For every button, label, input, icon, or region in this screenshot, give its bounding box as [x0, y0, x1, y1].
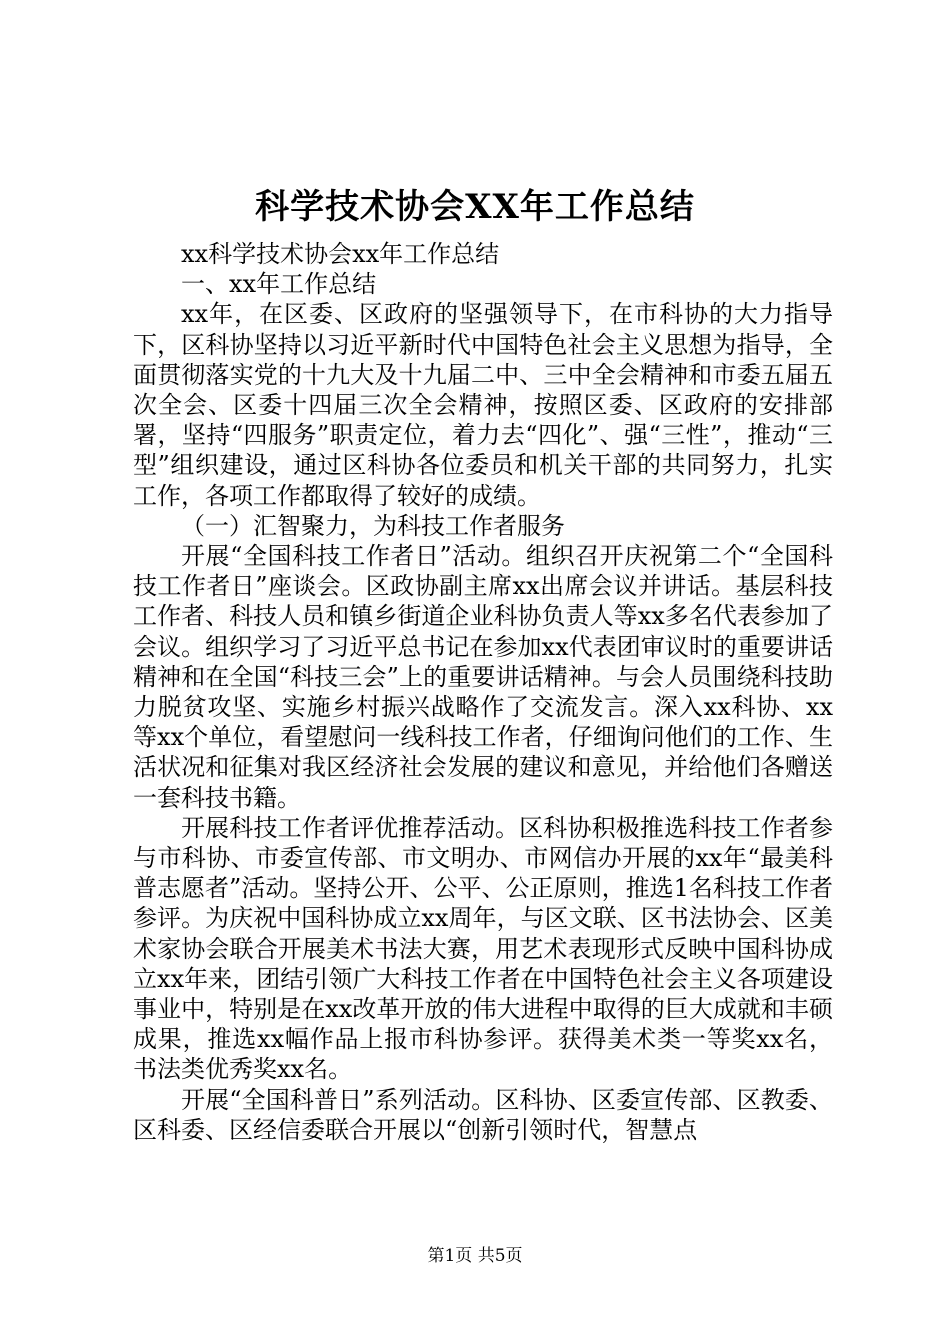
- paragraph: 开展“全国科普日”系列活动。区科协、区委宣传部、区教委、区科委、区经信委联合开展以“创新引领时代，智慧点: [133, 1085, 833, 1144]
- page-footer: 第1页 共5页: [427, 1246, 523, 1266]
- paragraph: 开展“全国科技工作者日”活动。组织召开庆祝第二个“全国科技工作者日”座谈会。区政协副主席xx出席会议并讲话。基层科技工作者、科技人员和镇乡街道企业科协负责人等xx多名代表参加了会议。组织学习了习近平总书记在参加xx代表团审议时的重要讲话精神和在全国“科技三会”上的重要讲话精神。与会人员围绕科技助力脱贫攻坚、实施乡村振兴战略作了交流发言。深入xx科协、xx等xx个单位，看望慰问一线科技工作者，仔细询问他们的工作、生活状况和征集对我区经济社会发展的建议和意见，并给他们各赠送一套科技书籍。: [133, 542, 833, 812]
- paragraph: 开展科技工作者评优推荐活动。区科协积极推选科技工作者参与市科协、市委宣传部、市文明办、市网信办开展的xx年“最美科普志愿者”活动。坚持公开、公平、公正原则，推选1名科技工作者参评。为庆祝中国科协成立xx周年，与区文联、区书法协会、区美术家协会联合开展美术书法大赛，用艺术表现形式反映中国科协成立xx年来，团结引领广大科技工作者在中国特色社会主义各项建设事业中，特别是在xx改革开放的伟大进程中取得的巨大成就和丰硕成果，推选xx幅作品上报市科协参评。获得美术类一等奖xx名，书法类优秀奖xx名。: [133, 813, 833, 1084]
- paragraph-subtitle: xx科学技术协会xx年工作总结: [181, 240, 500, 268]
- section-heading: 一、xx年工作总结: [181, 270, 377, 299]
- paragraph: xx年，在区委、区政府的坚强领导下，在市科协的大力指导下，区科协坚持以习近平新时代中国特色社会主义思想为指导，全面贯彻落实党的十九大及十九届二中、三中全会精神和市委五届五次全会、区委十四届三次全会精神，按照区委、区政府的安排部署，坚持“四服务”职责定位，着力去“四化”、强“三性”，推动“三型”组织建设，通过区科协各位委员和机关干部的共同努力，扎实工作，各项工作都取得了较好的成绩。: [133, 300, 833, 510]
- subsection-heading: （一）汇智聚力，为科技工作者服务: [181, 511, 565, 540]
- page-title: 科学技术协会XX年工作总结: [255, 187, 695, 227]
- document-body: [133, 239, 833, 1145]
